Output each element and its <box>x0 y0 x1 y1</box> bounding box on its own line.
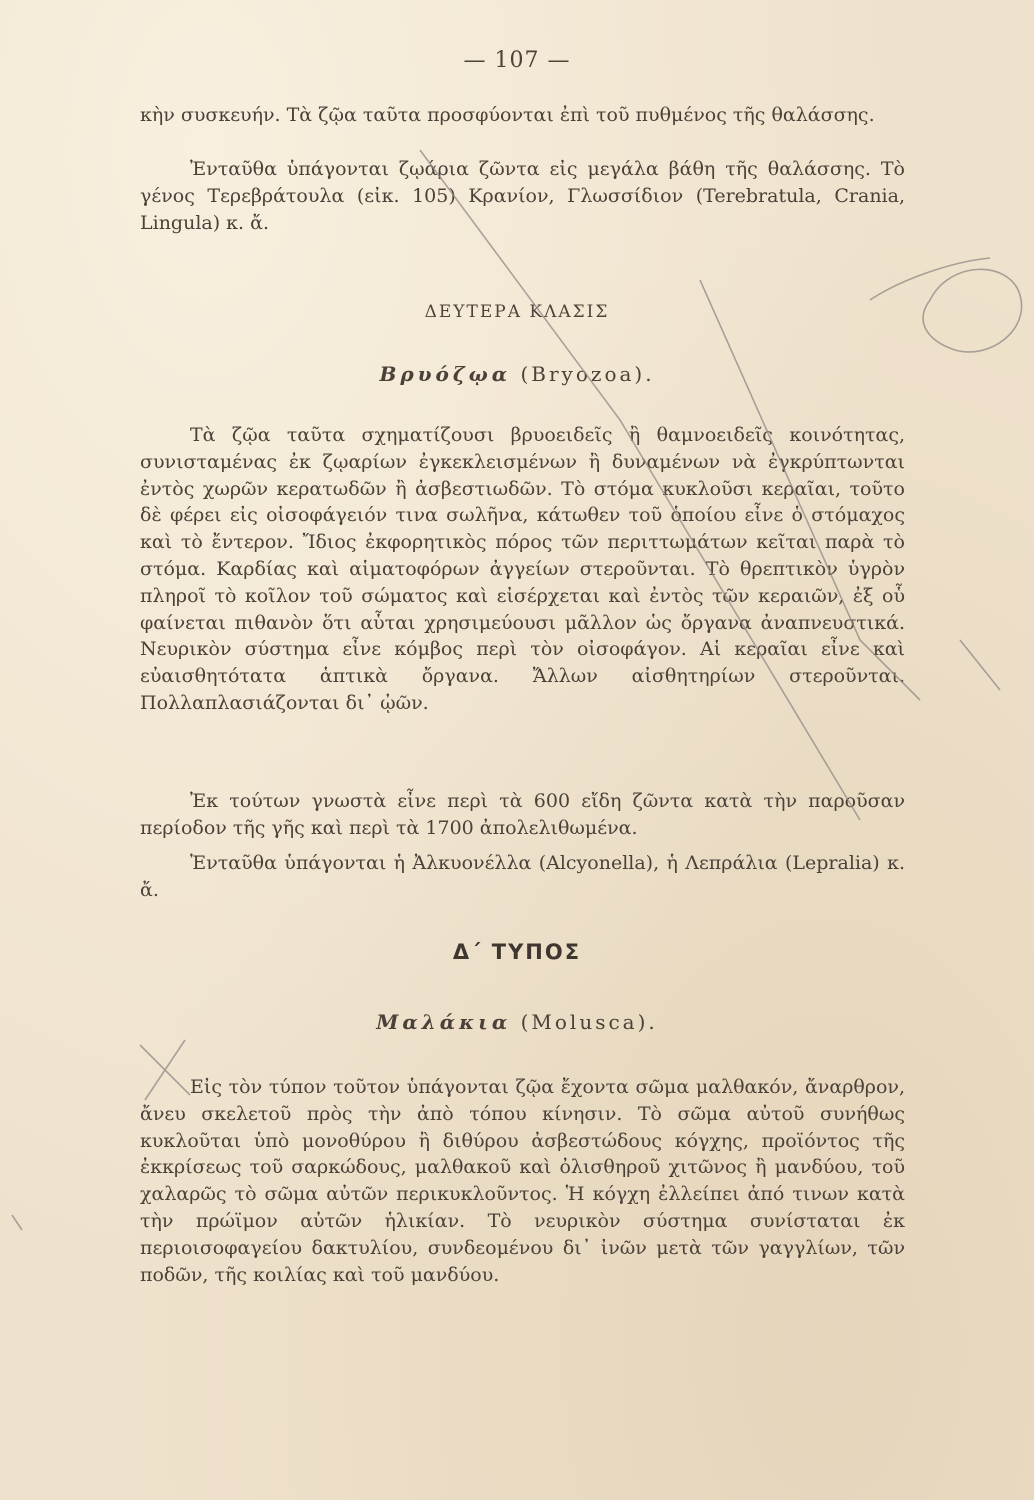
mollusca-latin-name: (Molusca). <box>520 1010 658 1034</box>
paragraph-brachiopod-genera: Ἐνταῦθα ὑπάγονται ζῳάρια ζῶντα εἰς μεγάλα βάθη τῆς θαλάσσης. Τὸ γένος Τερεβράτουλα (εἰκ. 105) Κρανίον, Γλωσσίδιον (Terebratula, Crania, Lingula) κ. ἄ. <box>140 158 905 234</box>
pencil-slash-left <box>12 1215 22 1230</box>
paragraph-bryozoa-examples: Ἐνταῦθα ὑπάγονται ἡ Ἀλκυονέλλα (Alcyonella), ἡ Λεπράλια (Lepralia) κ. ἄ. <box>140 852 905 901</box>
pencil-curve <box>870 258 990 300</box>
paragraph-brachiopod-attachment: κὴν συσκευήν. Τὰ ζῷα ταῦτα προσφύονται ἐπὶ τοῦ πυθμένος τῆς θαλάσσης. <box>140 104 875 126</box>
type-heading: Δ΄ ΤΥΠΟΣ <box>452 940 582 964</box>
mollusca-greek-name: Μαλάκια <box>376 1010 512 1034</box>
paragraph-bryozoa-species-count: Ἐκ τούτων γνωστὰ εἶνε περὶ τὰ 600 εἴδη ζῶντα κατὰ τὴν παροῦσαν περίοδον τῆς γῆς καὶ περὶ τὰ 1700 ἀπολελιθωμένα. <box>140 790 905 839</box>
paragraph-mollusca-description: Εἰς τὸν τύπον τοῦτον ὑπάγονται ζῷα ἔχοντα σῶμα μαλθακόν, ἄναρθρον, ἄνευ σκελετοῦ πρὸς τὴν ἀπὸ τόπου κίνησιν. Τὸ σῶμα αὐτοῦ συνήθως κυκλοῦται ὑπὸ μονοθύρου ἢ διθύρου ἀσβεστώδους κόγχης, προϊόντος τῆς ἐκκρίσεως τοῦ σαρκώδους, μαλθακοῦ καὶ ὀλισθηροῦ χιτῶνος ἢ μανδύου, τοῦ χαλαρῶς τὸ σῶμα αὐτῶν περικυκλοῦντος. Ἡ κόγχη ἐλλείπει ἀπό τινων κατὰ τὴν πρώϊμον αὐτῶν ἡλικίαν. Τὸ νευρικὸν σύστημα συνίσταται ἐκ περιοισοφαγείου δακτυλίου, συνδεομένου δι᾽ ἰνῶν μετὰ τῶν γαγγλίων, τῶν ποδῶν, τῆς κοιλίας καὶ τοῦ μανδύου. <box>140 1076 905 1286</box>
bryozoa-heading <box>0 362 1034 386</box>
class-heading: ΔΕΥΤΕΡΑ ΚΛΑΣΙΣ <box>424 302 610 322</box>
paragraph-bryozoa-description: Τὰ ζῷα ταῦτα σχηματίζουσι βρυοειδεῖς ἢ θαμνοειδεῖς κοινότητας, συνισταμένας ἐκ ζῳαρίων ἐγκεκλεισμένων ἢ δυναμένων νὰ ἐγκρύπτωνται ἐντὸς χωρῶν κερατωδῶν ἢ ἀσβεστιωδῶν. Τὸ στόμα κυκλοῦσι κεραῖαι, τοῦτο δὲ φέρει εἰς οἰσοφάγειόν τινα σωλῆνα, κάτωθεν τοῦ ὁποίου εἶνε ὁ στόμαχος καὶ τὸ ἔντερον. Ἴδιος ἐκφορητικὸς πόρος τῶν περιττωμάτων κεῖται παρὰ τὸ στόμα. Καρδίας καὶ αἱματοφόρων ἀγγείων στεροῦνται. Τὸ θρεπτικὸν ὑγρὸν πληροῖ τὸ κοῖλον τοῦ σώματος καὶ εἰσέρχεται καὶ ἐντὸς τῶν κεραιῶν, ἐξ οὗ φαίνεται πιθανὸν ὅτι αὗται χρησιμεύουσι μᾶλλον ὡς ὄργανα ἀναπνευστικά. Νευρικὸν σύστημα εἶνε κόμβος περὶ τὸν οἰσοφάγον. Αἱ κεραῖαι εἶνε καὶ εὐαισθητότατα ἁπτικὰ ὄργανα. Ἄλλων αἰσθητηρίων στεροῦνται. Πολλαπλασιάζονται δι᾽ ᾠῶν. <box>140 424 905 714</box>
bryozoa-greek-name: Βρυόζῳα <box>379 362 512 386</box>
pencil-curve-right <box>960 640 1000 690</box>
page-number: — 107 — <box>463 48 571 73</box>
bryozoa-latin-name: (Bryozoa). <box>520 362 655 386</box>
mollusca-heading <box>0 1010 1034 1034</box>
